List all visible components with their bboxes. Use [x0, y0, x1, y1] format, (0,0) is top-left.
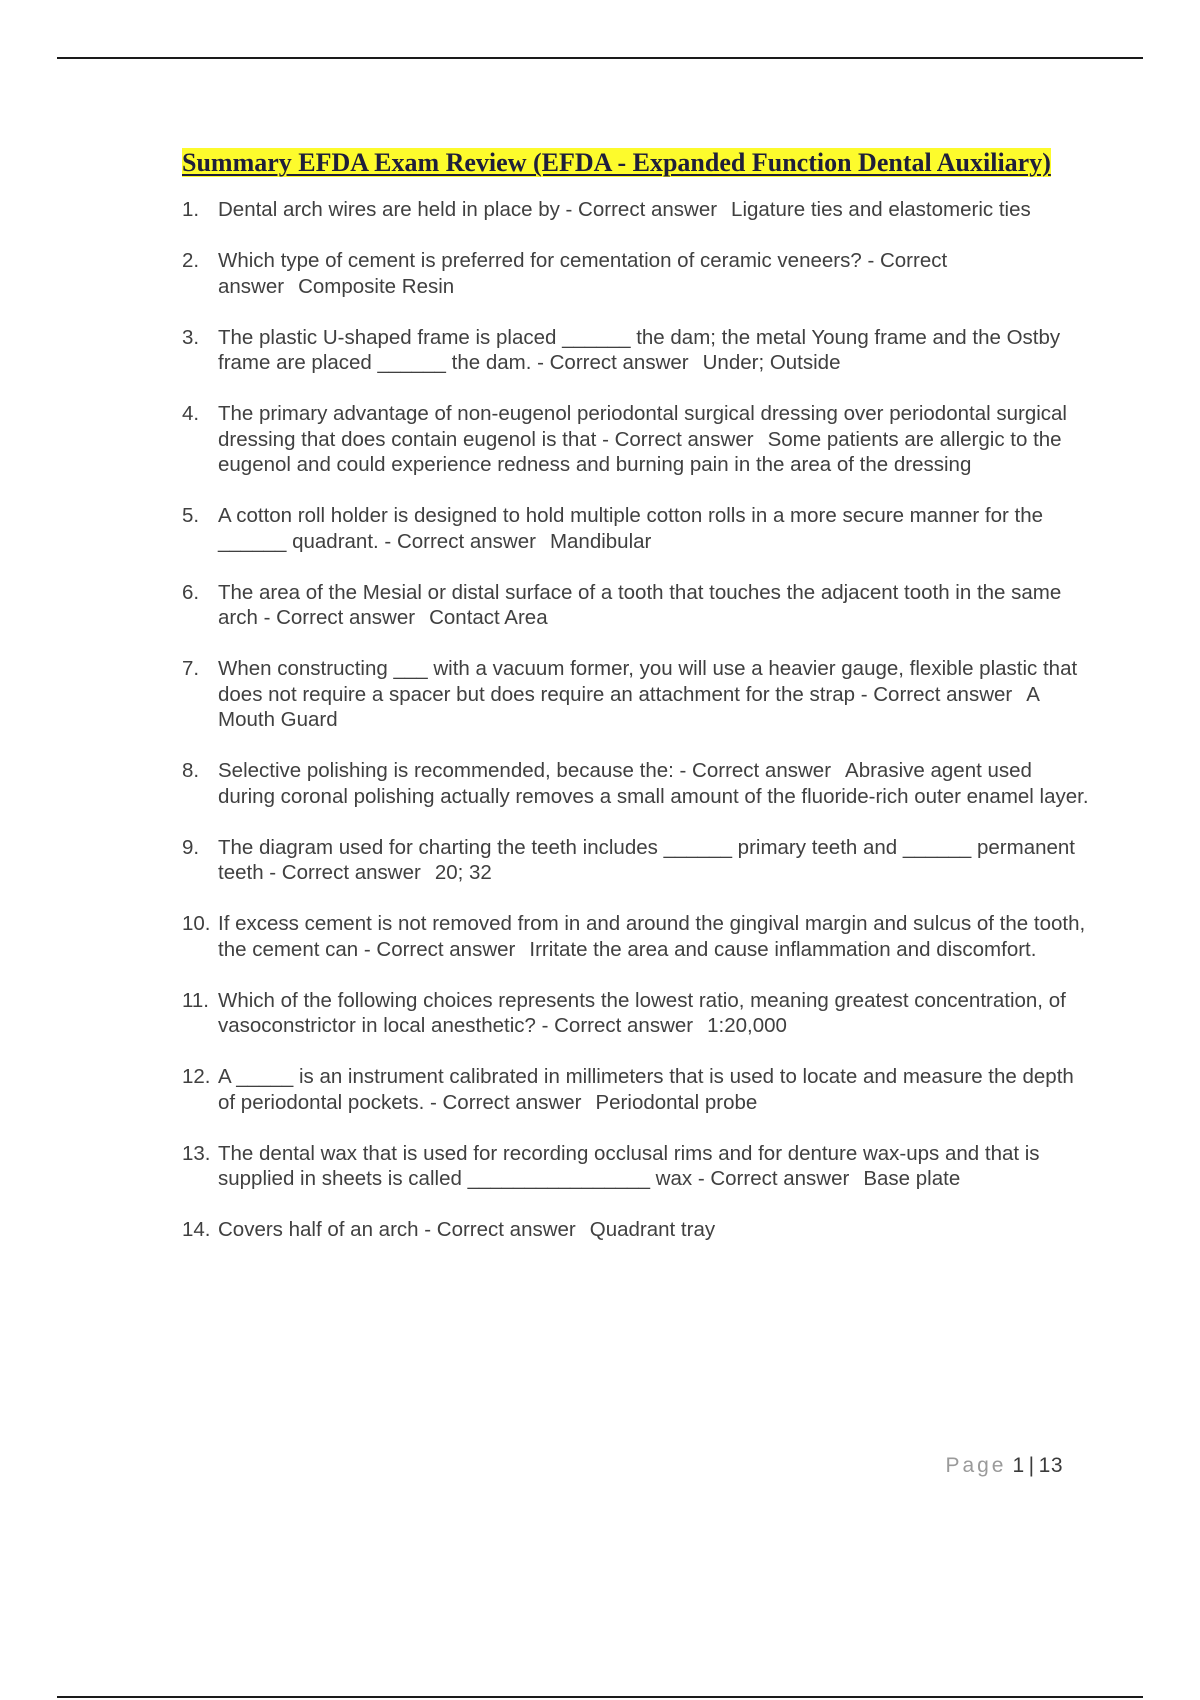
question-item	[182, 1217, 1092, 1243]
answer-text: Composite Resin	[298, 274, 455, 298]
question-item	[182, 988, 1092, 1039]
question-number: 9.	[182, 835, 200, 859]
question-item	[182, 325, 1092, 376]
question-number: 10.	[182, 912, 211, 935]
page-separator: |	[1028, 1454, 1035, 1477]
question-text: Which of the following choices represents the lowest ratio, meaning greatest concentration, of vasoconstrictor in local anesthetic? - Correct answer	[218, 988, 1066, 1037]
answer-text: Contact Area	[429, 606, 548, 629]
question-number: 12.	[182, 1065, 211, 1088]
question-text: The primary advantage of non-eugenol periodontal surgical dressing over periodontal surgical dressing that does contain eugenol is that - Correct answer	[218, 402, 1067, 451]
question-text: Selective polishing is recommended, because the: - Correct answer	[218, 759, 832, 782]
question-number: 2.	[182, 249, 200, 272]
answer-text: Base plate	[863, 1167, 961, 1190]
question-item	[182, 835, 1092, 886]
question-item	[182, 1064, 1092, 1115]
document-title	[182, 146, 1092, 179]
question-number: 4.	[182, 402, 200, 425]
page-current: 1	[1012, 1454, 1025, 1477]
answer-text: 1:20,000	[707, 1014, 787, 1037]
question-number: 6.	[182, 580, 200, 604]
question-text: If excess cement is not removed from in and around the gingival margin and sulcus of the tooth, the cement can - Correct answer	[218, 912, 1086, 961]
page-footer	[945, 1454, 1063, 1478]
question-number: 7.	[182, 657, 200, 680]
question-item	[182, 656, 1092, 733]
question-text: Dental arch wires are held in place by - Correct answer	[218, 198, 718, 221]
question-number: 1.	[182, 198, 200, 221]
question-item	[182, 1141, 1092, 1192]
header-rule	[57, 57, 1143, 59]
answer-text: Irritate the area and cause inflammation and discomfort.	[529, 937, 1037, 961]
answer-text: Under; Outside	[702, 351, 841, 374]
answer-text: Mandibular	[549, 529, 652, 553]
answer-text: 20; 32	[434, 861, 492, 884]
answer-text: Abrasive agent used during coronal polishing actually removes a small amount of the fluoride-rich outer enamel layer.	[218, 759, 1089, 808]
document-body	[182, 146, 1092, 1268]
question-item	[182, 758, 1092, 809]
answer-text: Quadrant tray	[589, 1218, 716, 1241]
answer-text: A Mouth Guard	[218, 682, 1039, 731]
answer-text: Some patients are allergic to the eugenol and could experience redness and burning pain in the area of the dressing	[218, 427, 1062, 476]
question-number: 3.	[182, 325, 200, 349]
answer-text: Periodontal probe	[595, 1090, 758, 1114]
question-item	[182, 197, 1092, 223]
question-item	[182, 911, 1092, 962]
question-list	[182, 197, 1092, 1243]
question-item	[182, 248, 1092, 299]
question-item	[182, 503, 1092, 554]
page-label: Page	[945, 1454, 1007, 1477]
question-number: 8.	[182, 759, 200, 782]
question-number: 14.	[182, 1218, 211, 1241]
page-total: 13	[1038, 1454, 1063, 1477]
question-text: The plastic U-shaped frame is placed ______ the dam; the metal Young frame and the Ostby frame are placed ______ the dam. - Correct answer	[218, 325, 1061, 374]
question-number: 11.	[182, 988, 209, 1012]
question-item	[182, 401, 1092, 478]
footer-rule	[57, 1696, 1143, 1698]
question-item	[182, 580, 1092, 631]
question-text: A cotton roll holder is designed to hold multiple cotton rolls in a more secure manner for the ______ quadrant. - Correct answer	[218, 504, 1043, 553]
question-number: 13.	[182, 1141, 211, 1165]
question-text: The diagram used for charting the teeth includes ______ primary teeth and ______ permanent teeth - Correct answer	[218, 835, 1075, 884]
question-text: The area of the Mesial or distal surface of a tooth that touches the adjacent tooth in the same arch - Correct answer	[218, 580, 1062, 629]
question-text: A _____ is an instrument calibrated in millimeters that is used to locate and measure the depth of periodontal pockets. - Correct answer	[218, 1065, 1074, 1114]
question-text: Covers half of an arch - Correct answer	[218, 1218, 576, 1241]
question-text: When constructing ___ with a vacuum former, you will use a heavier gauge, flexible plastic that does not require a spacer but does require an attachment for the strap - Correct answer	[218, 657, 1078, 706]
document-title-text: Summary EFDA Exam Review (EFDA - Expanded Function Dental Auxiliary)	[182, 148, 1051, 177]
answer-text: Ligature ties and elastomeric ties	[731, 198, 1031, 221]
question-text: Which type of cement is preferred for cementation of ceramic veneers? - Correct answer	[218, 249, 948, 298]
question-number: 5.	[182, 504, 200, 527]
question-text: The dental wax that is used for recording occlusal rims and for denture wax-ups and that is supplied in sheets is called ________________ wax - Correct answer	[218, 1141, 1040, 1190]
